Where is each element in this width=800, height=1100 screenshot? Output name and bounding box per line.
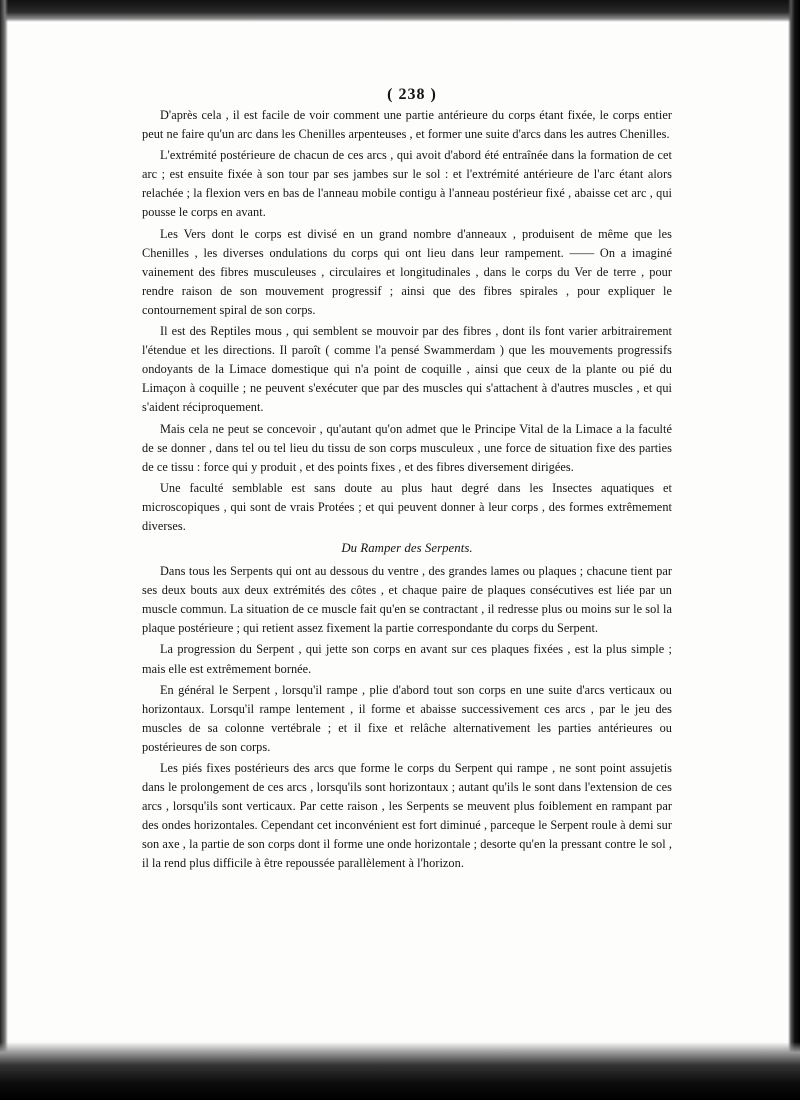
paragraph: Il est des Reptiles mous , qui semblent se mouvoir par des fibres , dont ils font varier arbitrairement l'étendue et les directions. Il paroît ( comme l'a pensé Swammerdam ) que les mouvements progressifs ondoyants de la Limace domestique qui n'a point de coquille , ainsi que ceux de la plante ou pié du Limaçon à coquille ; ne peuvent s'exécuter que par des muscles qui s'attachent à d'autres muscles , et qui s'aident réciproquement. bbox=[142, 324, 672, 415]
page-number: ( 238 ) bbox=[387, 86, 437, 103]
paragraph: Une faculté semblable est sans doute au plus haut degré dans les Insectes aquatiques et microscopiques , qui sont de vrais Protées ; et qui peuvent donner à leur corps , des formes extrêmement diverses. bbox=[142, 480, 672, 533]
scan-border-right bbox=[788, 0, 800, 1100]
paragraph: L'extrémité postérieure de chacun de ces arcs , qui avoit d'abord été entraînée dans la formation de cet arc ; est ensuite fixée à son tour par ses jambes sur le sol : et l'extrémité antérieure de l'arc étant alors relachée ; la flexion vers en bas de l'anneau mobile contigu à l'anneau postérieur fixé , abaisse cet arc , qui pousse le corps en avant. bbox=[142, 148, 672, 220]
paragraph: La progression du Serpent , qui jette son corps en avant sur ces plaques fixées , est la plus simple ; mais elle est extrêmement bornée. bbox=[142, 642, 672, 676]
paragraph: D'après cela , il est facile de voir comment une partie antérieure du corps étant fixée, le corps entier peut ne faire qu'un arc dans les Chenilles arpenteuses , et former une suite d'arcs dans les autres Chenilles. bbox=[142, 108, 672, 142]
scan-border-bottom bbox=[0, 1042, 800, 1100]
paragraph: En général le Serpent , lorsqu'il rampe , plie d'abord tout son corps en une suite d'arcs verticaux ou horizontaux. Lorsqu'il rampe lentement , il forme et abaisse successivement ces arcs , par le jeu des muscles de sa colonne vertébrale ; et il fixe et relâche alternativement les parties antérieures ou postérieures de son corps. bbox=[142, 682, 672, 754]
section-heading: Du Ramper des Serpents. bbox=[341, 541, 473, 556]
paragraph: Dans tous les Serpents qui ont au dessous du ventre , des grandes lames ou plaques ; chacune tient par ses deux bouts aux deux extrémités des côtes , et chaque paire de plaques consécutives est liée par un muscle commun. La situation de ce muscle fait qu'en se contractant , il redresse plus ou moins sur le sol la plaque postérieure ; qui retient assez fixement la partie correspondante du corps du Serpent. bbox=[142, 564, 672, 636]
paragraph: Mais cela ne peut se concevoir , qu'autant qu'on admet que le Principe Vital de la Limace a la faculté de se donner , dans tel ou tel lieu du tissu de son corps musculeux , une force de situation fixe des parties de ce tissu : force qui y produit , et des points fixes , et des fibres diversement dirigées. bbox=[142, 421, 672, 474]
scan-border-top bbox=[0, 0, 800, 22]
paragraph: Les Vers dont le corps est divisé en un grand nombre d'anneaux , produisent de même que les Chenilles , les diverses ondulations du corps qui ont lieu dans leur rampement. —— On a imaginé vainement des fibres musculeuses , circulaires et longitudinales , dans le corps du Ver de terre , pour rendre raison de son mouvement progressif ; ainsi que des fibres spirales , pour expliquer le contournement spiral de son corps. bbox=[142, 226, 672, 317]
scan-border-left bbox=[0, 0, 8, 1100]
page-body bbox=[142, 84, 672, 876]
paragraph: Les piés fixes postérieurs des arcs que forme le corps du Serpent qui rampe , ne sont point assujetis dans le prolongement de ces arcs , lorsqu'ils sont horizontaux ; autant qu'ils le sont dans l'extension de ces arcs , lorsqu'ils sont verticaux. Par cette raison , les Serpents se meuvent plus foiblement en rampant par des ondes horizontales. Cependant cet inconvénient est fort diminué , parceque le Serpent roule à demi sur son axe , la partie de son corps dont il forme une onde horizontale ; desorte qu'en la pressant contre le sol , il la rend plus difficile à être repoussée parallèlement à l'horizon. bbox=[142, 761, 672, 871]
